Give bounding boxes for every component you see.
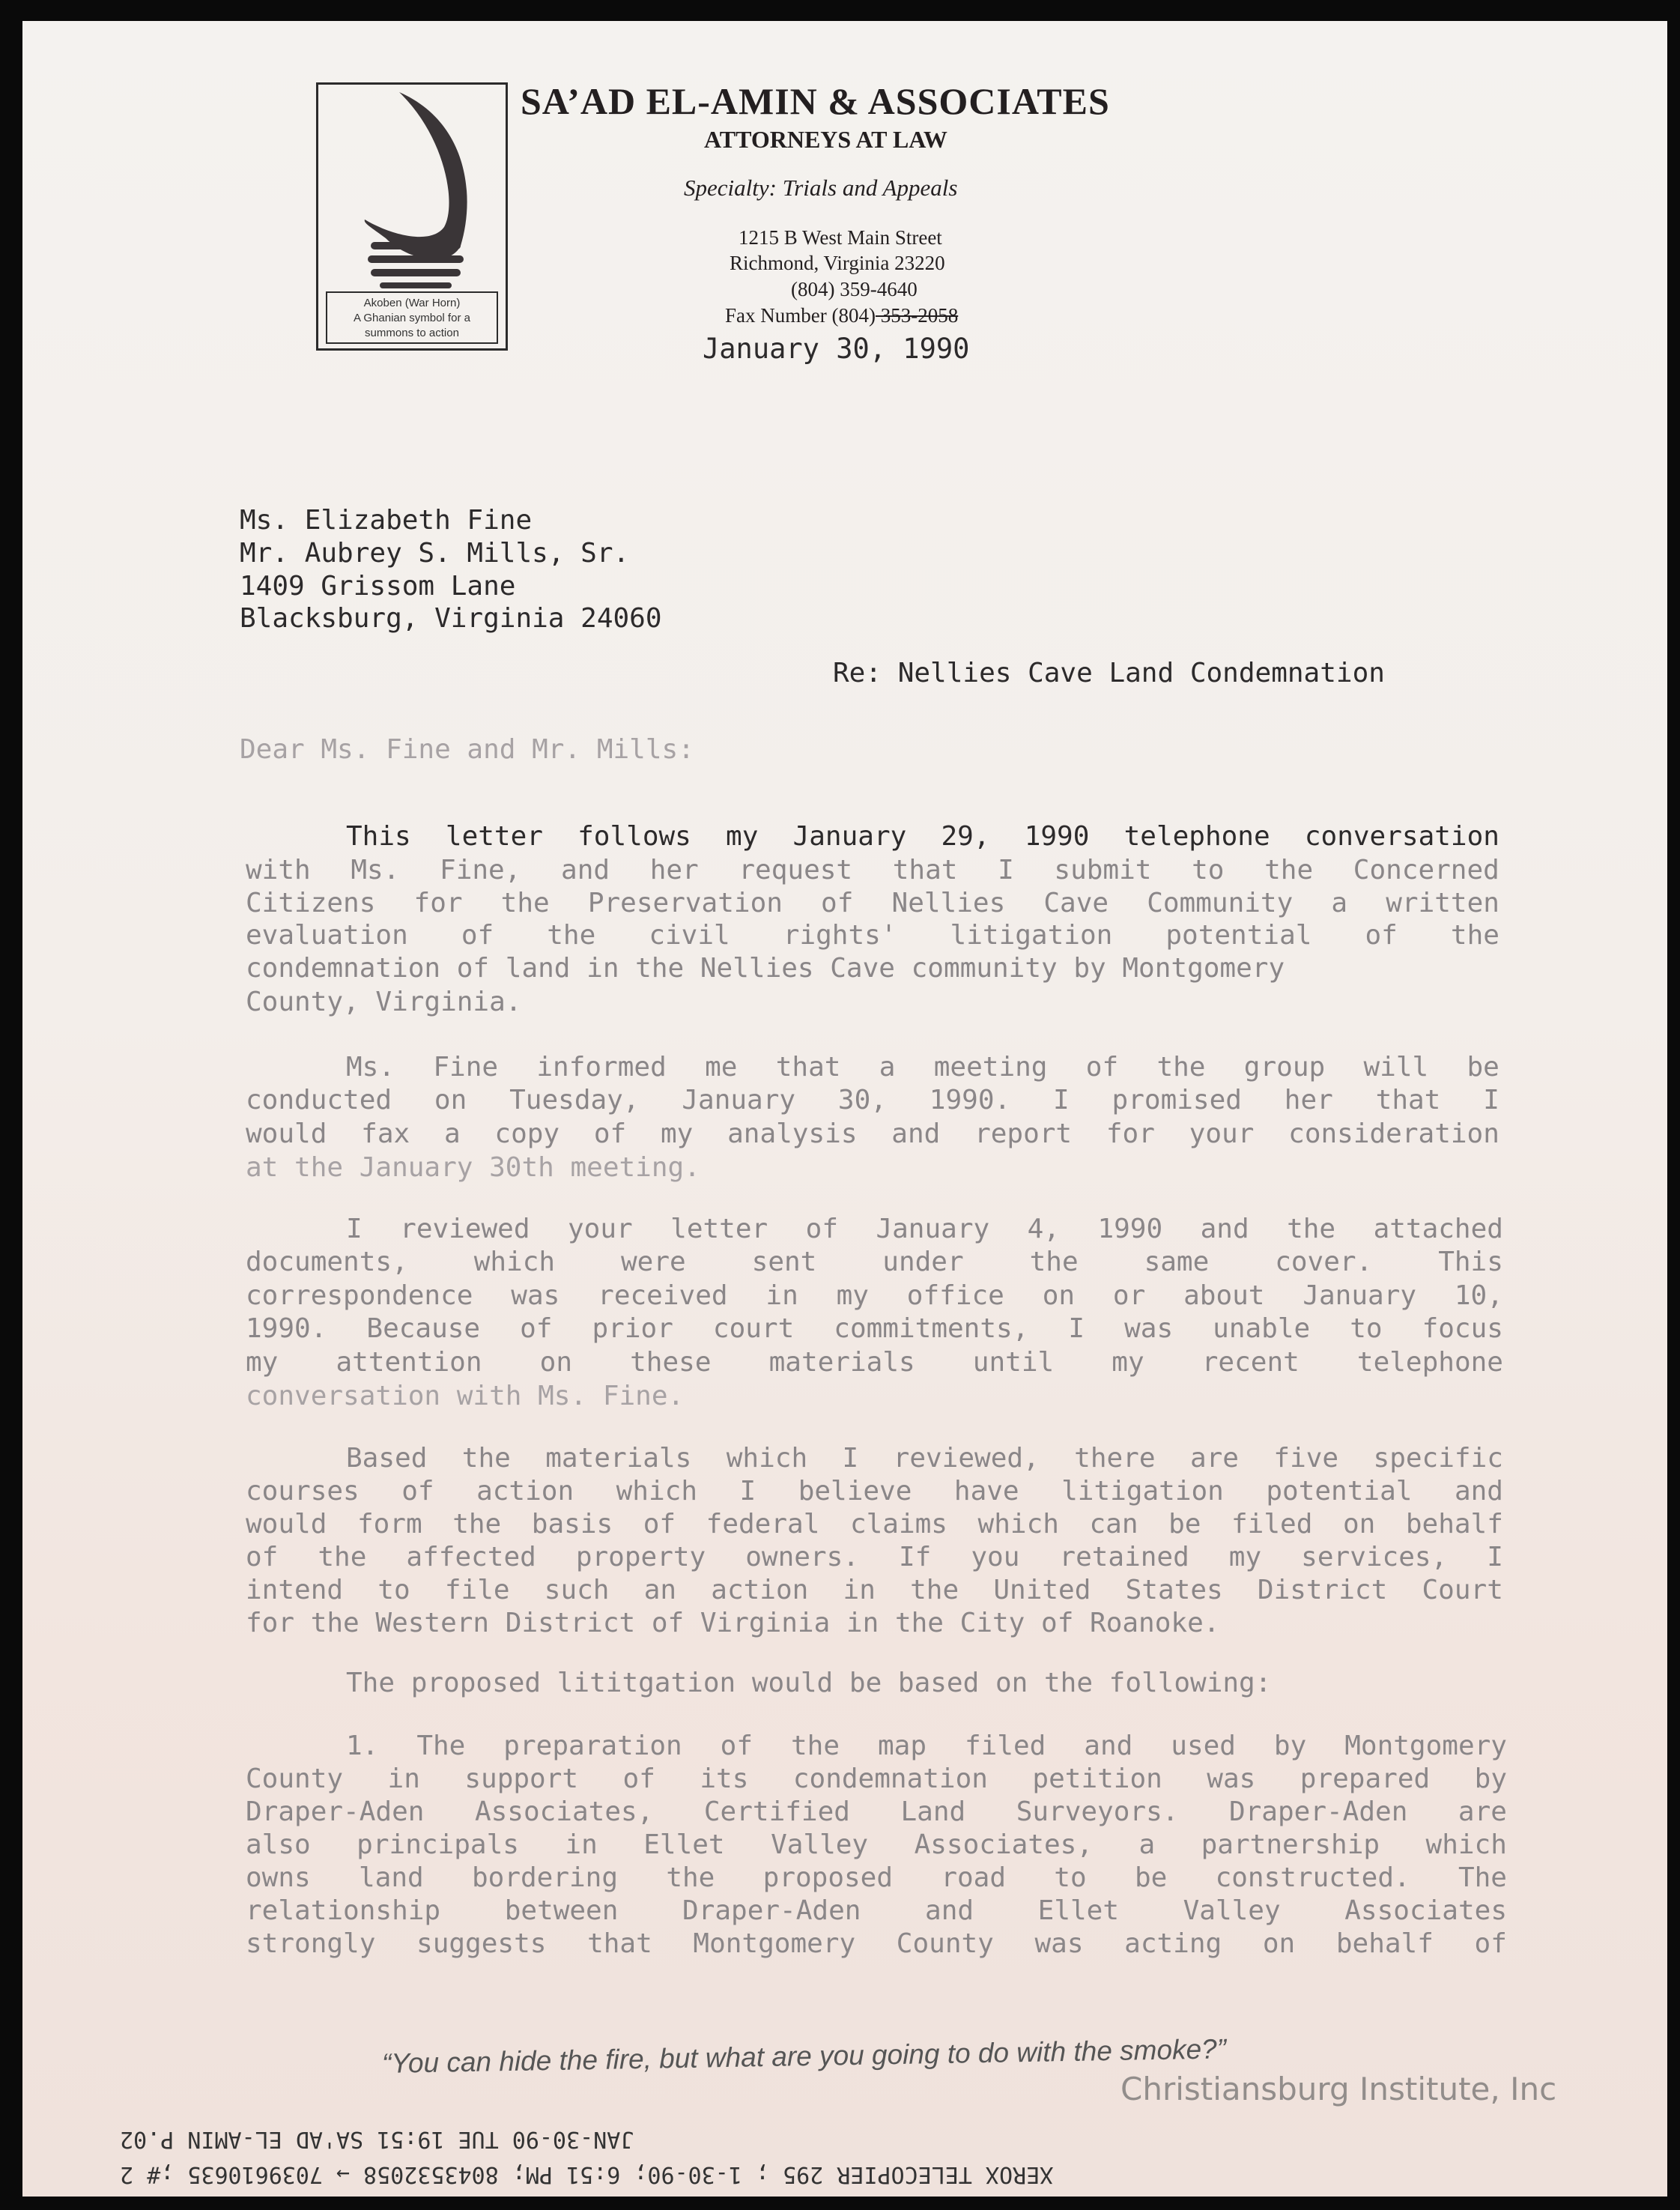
- recipient-line: Blacksburg, Virginia 24060: [240, 603, 662, 634]
- body-line: would fax a copy of my analysis and report for your consideration: [246, 1118, 1499, 1149]
- body-line: evaluation of the civil rights' litigation potential of the: [246, 920, 1499, 951]
- body-line: condemnation of land in the Nellies Cave community by Montgomery: [246, 953, 1285, 984]
- body-line: Citizens for the Preservation of Nellies Cave Community a written: [246, 888, 1499, 918]
- firm-specialty: Specialty: Trials and Appeals: [684, 175, 958, 201]
- body-line: 1. The preparation of the map filed and used by Montgomery: [346, 1731, 1507, 1761]
- firm-street: 1215 B West Main Street: [739, 226, 942, 249]
- recipient-line: Ms. Elizabeth Fine: [240, 505, 533, 536]
- firm-city: Richmond, Virginia 23220: [730, 252, 945, 274]
- fax-label: Fax Number (804): [725, 304, 876, 327]
- firm-fax: [725, 304, 958, 327]
- body-line: with Ms. Fine, and her request that I submit to the Concerned: [246, 855, 1499, 885]
- body-line: Draper-Aden Associates, Certified Land Surveyors. Draper-Aden are: [246, 1796, 1507, 1827]
- logo-caption: [326, 291, 498, 344]
- footer-quote: “You can hide the fire, but what are you going to do with the smoke?”: [381, 2033, 1227, 2079]
- body-line: would form the basis of federal claims which can be filed on behalf: [246, 1509, 1503, 1540]
- letter-page: [22, 21, 1667, 2197]
- body-line: of the affected property owners. If you retained my services, I: [246, 1542, 1503, 1572]
- body-line: at the January 30th meeting.: [246, 1152, 700, 1183]
- body-line: County in support of its condemnation petition was prepared by: [246, 1764, 1507, 1794]
- body-line: intend to file such an action in the United States District Court: [246, 1575, 1503, 1605]
- body-line: Ms. Fine informed me that a meeting of the group will be: [346, 1052, 1499, 1083]
- body-line: documents, which were sent under the same cover. This: [246, 1247, 1503, 1277]
- logo-caption-line: summons to action: [365, 327, 459, 339]
- body-line: my attention on these materials until my recent telephone: [246, 1347, 1503, 1378]
- body-line: This letter follows my January 29, 1990 telephone conversation: [346, 821, 1499, 852]
- firm-logo: [316, 82, 508, 351]
- firm-name: SA’AD EL-AMIN & ASSOCIATES: [521, 80, 1110, 122]
- body-line: relationship between Draper-Aden and Ellet Valley Associates: [246, 1895, 1507, 1926]
- firm-subtitle: ATTORNEYS AT LAW: [704, 126, 947, 153]
- salutation: Dear Ms. Fine and Mr. Mills:: [240, 734, 694, 765]
- body-line: County, Virginia.: [246, 987, 522, 1017]
- body-line: conducted on Tuesday, January 30, 1990. I promised her that I: [246, 1085, 1499, 1115]
- body-line: 1990. Because of prior court commitments, I was unable to focus: [246, 1313, 1503, 1344]
- subject-line: Re: Nellies Cave Land Condemnation: [833, 658, 1385, 688]
- body-line: Based the materials which I reviewed, there are five specific: [346, 1443, 1503, 1474]
- letter-date: January 30, 1990: [703, 333, 970, 365]
- recipient-line: Mr. Aubrey S. Mills, Sr.: [240, 538, 630, 569]
- body-line: also principals in Ellet Valley Associates, a partnership which: [246, 1829, 1507, 1860]
- archive-watermark: Christiansburg Institute, Inc: [1120, 2071, 1557, 2107]
- logo-caption-line: A Ghanian symbol for a: [354, 312, 470, 324]
- body-line: correspondence was received in my office on or about January 10,: [246, 1280, 1503, 1311]
- body-line: owns land bordering the proposed road to be constructed. The: [246, 1862, 1507, 1893]
- body-line: courses of action which I believe have litigation potential and: [246, 1476, 1503, 1507]
- fax-number: 353-2058: [875, 304, 959, 327]
- body-line: for the Western District of Virginia in the City of Roanoke.: [246, 1608, 1220, 1638]
- logo-caption-line: Akoben (War Horn): [363, 297, 461, 309]
- body-line: conversation with Ms. Fine.: [246, 1381, 685, 1411]
- firm-phone: (804) 359-4640: [791, 278, 918, 300]
- body-line: I reviewed your letter of January 4, 1990 and the attached: [346, 1214, 1503, 1244]
- body-line: strongly suggests that Montgomery County was acting on behalf of: [246, 1928, 1507, 1959]
- recipient-line: 1409 Grissom Lane: [240, 571, 516, 602]
- fax-header-line: JAN-30-90 TUE 19:51 SA'AD EL-AMIN P.02: [120, 2126, 634, 2152]
- body-line: The proposed lititgation would be based on the following:: [346, 1668, 1272, 1698]
- fax-header-line: XEROX TELECOPIER 295 ; 1-30-90; 6:51 PM; 8043532058 → 7039610635 ;# 2: [120, 2161, 1054, 2188]
